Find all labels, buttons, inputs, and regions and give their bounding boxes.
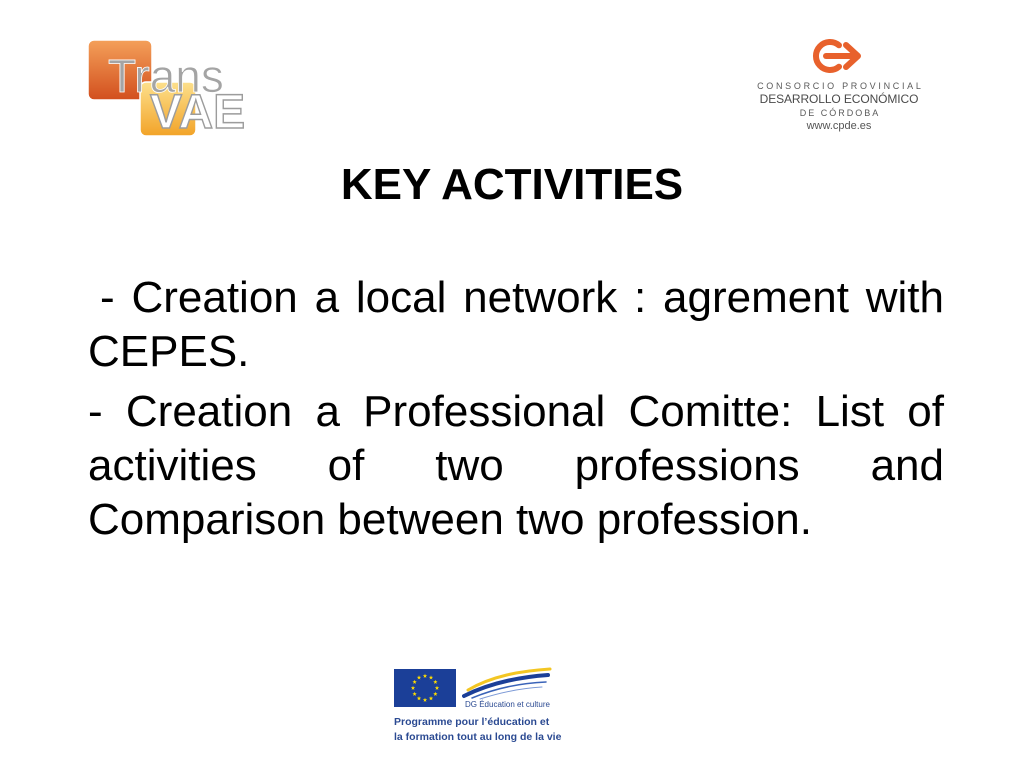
cpde-desarrollo-label: DESARROLLO ECONÓMICO xyxy=(759,92,919,106)
bullet-paragraph: - Creation a local network : agrement with CEPES. xyxy=(88,273,944,376)
cpde-arrow-icon xyxy=(810,36,866,76)
transvae-logo xyxy=(84,36,254,142)
cpde-logo xyxy=(750,36,928,136)
slide-title: KEY ACTIVITIES xyxy=(340,160,684,209)
logo-trans-text: Trans xyxy=(108,50,224,102)
eu-flag-icon xyxy=(394,669,456,707)
logo-vae-text: VAE xyxy=(150,86,246,139)
cpde-cordoba-label: DE CÓRDOBA xyxy=(799,108,881,118)
dg-education-label: DG Éducation et culture xyxy=(465,700,550,709)
cpde-url: www.cpde.es xyxy=(806,120,872,132)
slide-body xyxy=(88,271,944,547)
bullet-paragraph: - Creation a Professional Comitte: List of activities of two professions and Comparison between two profession. xyxy=(88,387,944,544)
transvae-logo-graphic xyxy=(84,36,254,142)
programme-label-line1: Programme pour l’éducation et xyxy=(394,716,550,728)
eu-programme-logo xyxy=(392,666,582,746)
lifelong-learning-swoosh-icon xyxy=(462,666,552,700)
cpde-consorcio-label: CONSORCIO PROVINCIAL xyxy=(757,81,924,91)
programme-label-line2: la formation tout au long de la vie xyxy=(394,731,562,743)
